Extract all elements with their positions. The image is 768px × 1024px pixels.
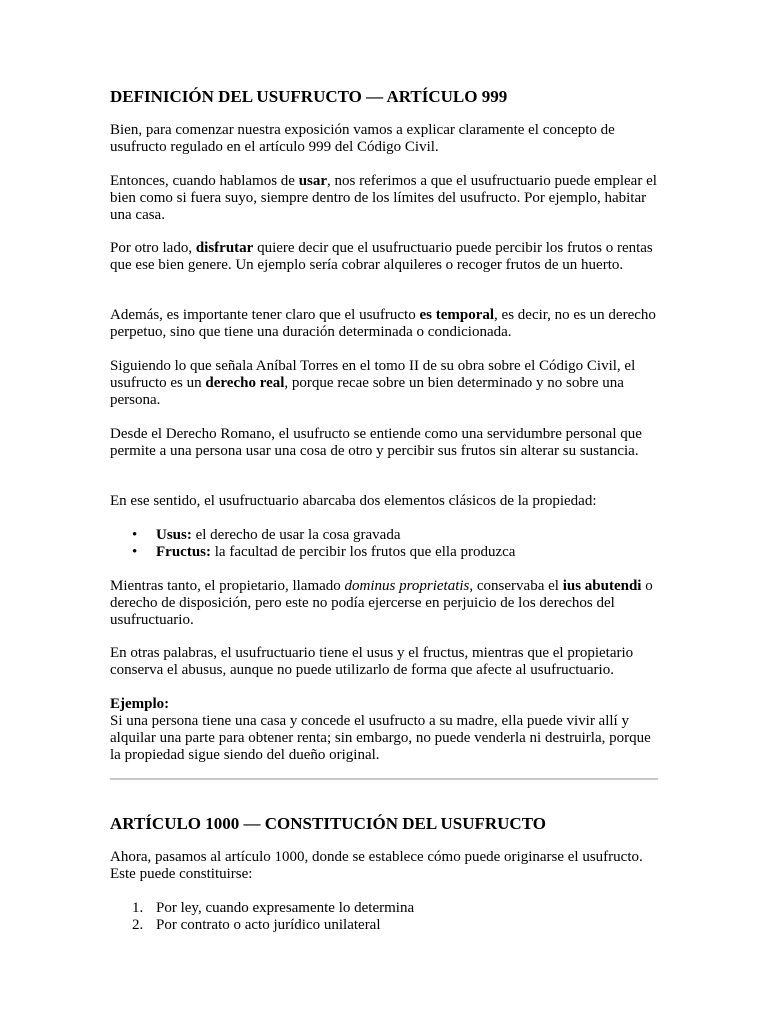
usus-desc: el derecho de usar la cosa gravada bbox=[191, 527, 401, 543]
usus-term: Usus: bbox=[156, 527, 192, 543]
item-text: Por contrato o acto jurídico unilateral bbox=[156, 917, 381, 933]
fructus-term: Fructus: bbox=[156, 544, 211, 560]
section1-heading: DEFINICIÓN DEL USUFRUCTO — ARTÍCULO 999 bbox=[110, 87, 508, 106]
usar-text-post: , nos referimos a que el usufructuario puede emplear el bien como si fuera suyo, siempre dentro de los límites del usufructo. Por ejemplo, habitar una casa. bbox=[110, 173, 657, 223]
sentido-paragraph: En ese sentido, el usufructuario abarcaba dos elementos clásicos de la propiedad: bbox=[110, 493, 597, 509]
real-text-pre: Siguiendo lo que señala Aníbal Torres en el tomo II de su obra sobre el Código Civil, el usufructo es un bbox=[110, 358, 636, 391]
example-text: Si una persona tiene una casa y concede el usufructo a su madre, ella puede vivir allí y alquilar una parte para obtener renta; sin embargo, no puede venderla ni destruirla, porque la propiedad sigue siendo del dueño original. bbox=[110, 713, 651, 763]
real-term: derecho real bbox=[205, 375, 285, 391]
disfrutar-text-post: quiere decir que el usufructuario puede percibir los frutos o rentas que ese bien genere. Un ejemplo sería cobrar alquileres o recoger frutos de un huerto. bbox=[110, 240, 653, 273]
example-label: Ejemplo: bbox=[110, 696, 170, 712]
list-item-fructus bbox=[110, 544, 658, 561]
palabras-paragraph: En otras palabras, el usufructuario tiene el usus y el fructus, mientras que el propietario conserva el abusus, aunque no puede utilizarlo de forma que afecte al usufructuario. bbox=[110, 645, 634, 678]
section-divider bbox=[110, 778, 658, 780]
constitution-list bbox=[110, 900, 658, 934]
real-text-post: , porque recae sobre un bien determinado y no sobre una persona. bbox=[110, 375, 624, 408]
propietario-text-pre: Mientras tanto, el propietario, llamado bbox=[110, 578, 345, 594]
temporal-text-pre: Además, es importante tener claro que el usufructo bbox=[110, 307, 420, 323]
temporal-paragraph bbox=[110, 307, 658, 341]
list-item-usus bbox=[110, 527, 658, 544]
section2-heading: ARTÍCULO 1000 — CONSTITUCIÓN DEL USUFRUCTO bbox=[110, 814, 546, 833]
propietario-paragraph bbox=[110, 578, 658, 629]
ius-abutendi-term: ius abutendi bbox=[562, 578, 642, 594]
example-block bbox=[110, 696, 658, 764]
list-item-contrato bbox=[110, 917, 658, 934]
propietario-text-post: o derecho de disposición, pero este no podía ejercerse en perjuicio de los derechos del usufructuario. bbox=[110, 578, 653, 628]
disfrutar-text-pre: Por otro lado, bbox=[110, 240, 196, 256]
usar-text-pre: Entonces, cuando hablamos de bbox=[110, 173, 299, 189]
usar-paragraph bbox=[110, 173, 658, 224]
temporal-text-post: , es decir, no es un derecho perpetuo, sino que tiene una duración determinada o condicionada. bbox=[110, 307, 656, 340]
temporal-term: es temporal bbox=[419, 307, 495, 323]
item-number: 1. bbox=[132, 900, 144, 916]
intro-paragraph: Bien, para comenzar nuestra exposición vamos a explicar claramente el concepto de usufructo regulado en el artículo 999 del Código Civil. bbox=[110, 122, 615, 155]
item-text: Por ley, cuando expresamente lo determina bbox=[156, 900, 415, 916]
item-number: 2. bbox=[132, 917, 144, 933]
section2-intro: Ahora, pasamos al artículo 1000, donde se establece cómo puede originarse el usufructo. Este puede constituirse: bbox=[110, 849, 643, 882]
list-item-ley bbox=[110, 900, 658, 917]
romano-paragraph: Desde el Derecho Romano, el usufructo se entiende como una servidumbre personal que permite a una persona usar una cosa de otro y percibir sus frutos sin alterar su sustancia. bbox=[110, 426, 642, 459]
disfrutar-paragraph bbox=[110, 240, 658, 274]
usar-term: usar bbox=[298, 173, 328, 189]
propietario-text-mid: , conservaba el bbox=[469, 578, 563, 594]
dominus-term: dominus proprietatis bbox=[344, 578, 470, 594]
derecho-real-paragraph bbox=[110, 358, 658, 409]
disfrutar-term: disfrutar bbox=[195, 240, 254, 256]
elements-list bbox=[110, 527, 658, 561]
fructus-desc: la facultad de percibir los frutos que ella produzca bbox=[211, 544, 516, 560]
